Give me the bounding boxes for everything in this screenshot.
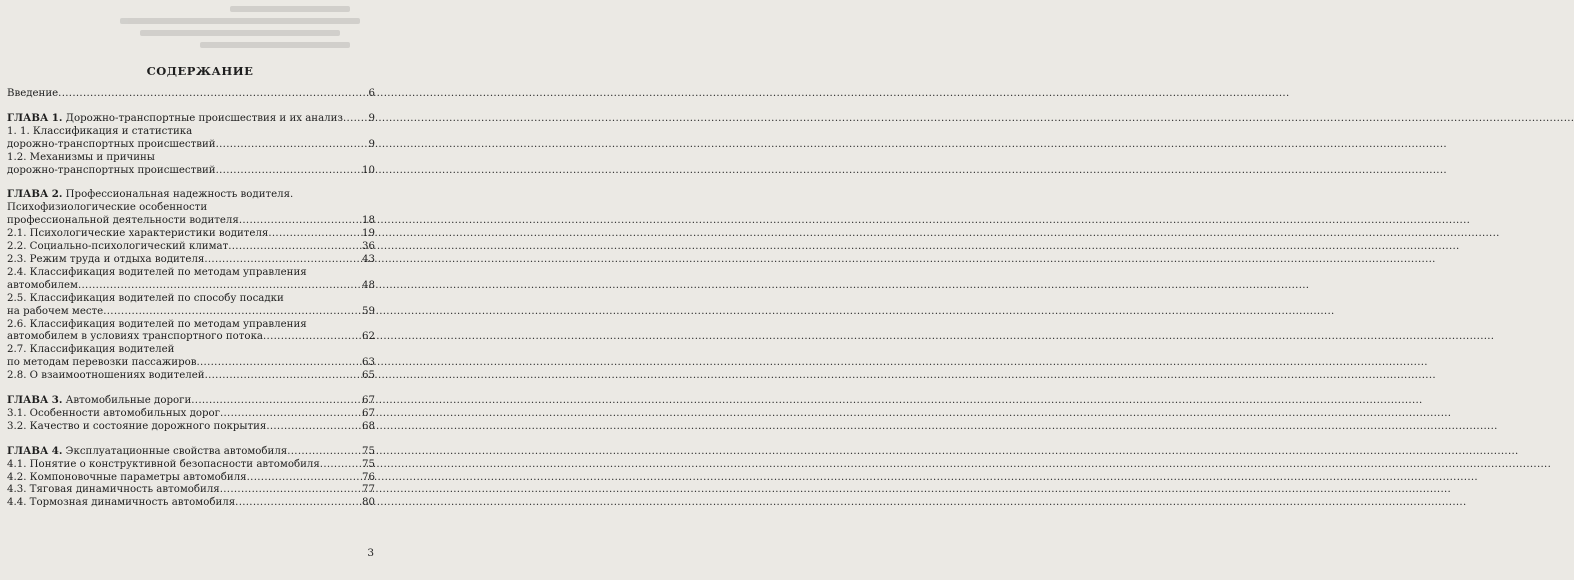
toc-entry bbox=[7, 497, 375, 510]
toc-entry bbox=[7, 445, 375, 459]
toc-entry bbox=[7, 394, 375, 408]
toc-entry-title bbox=[7, 188, 293, 202]
entry-text: Дорожно-транспортные происшествия и их анализ bbox=[62, 112, 343, 124]
toc-entry-title bbox=[7, 152, 155, 165]
toc-entry bbox=[7, 88, 375, 101]
toc-entry bbox=[7, 241, 375, 254]
toc-page-number: 18 bbox=[362, 215, 375, 227]
toc-page-number: 43 bbox=[362, 253, 375, 265]
toc-page-number: 68 bbox=[362, 420, 375, 432]
dot-leader bbox=[220, 408, 361, 421]
dot-leader bbox=[204, 254, 361, 267]
toc-page-number: 19 bbox=[362, 228, 375, 240]
chapter-number: ГЛАВА 1. bbox=[7, 111, 63, 124]
entry-text: 3.1. Особенности автомобильных дорог bbox=[7, 407, 220, 419]
toc-entry-title bbox=[7, 421, 266, 434]
toc-entry bbox=[7, 202, 375, 215]
dot-leader bbox=[266, 421, 361, 434]
chapter-number: ГЛАВА 3. bbox=[7, 394, 63, 407]
toc-entry bbox=[7, 188, 375, 202]
entry-text: 4.3. Тяговая динамичность автомобиля bbox=[7, 484, 220, 496]
toc-entry bbox=[7, 306, 375, 319]
entry-text: по методам перевозки пассажиров bbox=[7, 357, 197, 369]
toc-page-number: 9 bbox=[368, 112, 375, 124]
toc-entry-title bbox=[7, 280, 78, 293]
toc-page-number: 76 bbox=[362, 471, 375, 483]
toc-entry bbox=[7, 344, 375, 357]
dot-leader bbox=[343, 113, 368, 126]
toc-entry bbox=[7, 370, 375, 383]
toc-entry bbox=[7, 139, 375, 152]
dot-leader bbox=[216, 165, 361, 178]
toc-page-number: 6 bbox=[368, 88, 375, 99]
toc-entry-title bbox=[7, 370, 205, 383]
entry-text: 4.4. Тормозная динамичность автомобиля bbox=[7, 497, 236, 509]
entry-text: 1.2. Механизмы и причины bbox=[7, 151, 155, 163]
dot-leader bbox=[191, 395, 361, 408]
toc-page-number: 63 bbox=[362, 357, 375, 369]
dot-leader bbox=[268, 228, 361, 241]
toc-entry bbox=[7, 408, 375, 421]
toc-page-number: 80 bbox=[362, 497, 375, 509]
entry-text: Психофизиологические особенности bbox=[7, 202, 208, 214]
entry-text: 3.2. Качество и состояние дорожного покрытия bbox=[7, 420, 267, 432]
toc-entry-title bbox=[7, 126, 192, 139]
entry-text: 2.8. О взаимоотношениях водителей bbox=[7, 370, 205, 382]
toc-entry bbox=[7, 421, 375, 434]
toc-page-number: 10 bbox=[362, 164, 375, 176]
toc-entry-title bbox=[7, 215, 239, 228]
toc-entry bbox=[7, 319, 375, 332]
toc-entry-title bbox=[7, 472, 247, 485]
entry-text: 2.1. Психологические характеристики водителя bbox=[7, 228, 269, 240]
toc-entry bbox=[7, 228, 375, 241]
toc-entry bbox=[7, 459, 375, 472]
dot-leader bbox=[228, 241, 361, 254]
entry-text: автомобилем bbox=[7, 279, 78, 291]
toc-page-number: 48 bbox=[362, 279, 375, 291]
toc-page-number: 65 bbox=[362, 370, 375, 382]
toc-entry bbox=[7, 112, 375, 126]
toc-page-number: 36 bbox=[362, 241, 375, 253]
toc-page-number: 59 bbox=[362, 305, 375, 317]
toc-entry-title bbox=[7, 254, 204, 267]
entry-text: 2.2. Социально-психологический климат bbox=[7, 241, 229, 253]
entry-text: на рабочем месте bbox=[7, 305, 104, 317]
entry-text: 4.1. Понятие о конструктивной безопасности автомобиля bbox=[7, 458, 320, 470]
entry-text: профессиональной деятельности водителя bbox=[7, 215, 239, 227]
toc-entry bbox=[7, 254, 375, 267]
toc-entry-title bbox=[7, 165, 216, 178]
entry-text: 2.4. Классификация водителей по методам управления bbox=[7, 266, 307, 278]
toc-entry-title bbox=[7, 319, 307, 332]
page-number: 3 bbox=[367, 547, 374, 559]
chapter-number: ГЛАВА 4. bbox=[7, 444, 63, 457]
toc-entry-title bbox=[7, 139, 216, 152]
entry-text: 2.3. Режим труда и отдыха водителя bbox=[7, 253, 205, 265]
dot-leader bbox=[196, 357, 361, 370]
entry-text: Профессиональная надежность водителя. bbox=[62, 189, 294, 201]
toc-entry-title bbox=[7, 459, 320, 472]
book-page bbox=[0, 0, 400, 580]
entry-text: 1. 1. Классификация и статистика bbox=[7, 125, 193, 137]
toc-page-number: 67 bbox=[362, 407, 375, 419]
dot-leader bbox=[287, 446, 361, 459]
table-of-contents bbox=[7, 88, 375, 510]
dot-leader bbox=[205, 370, 361, 383]
toc-page-number: 62 bbox=[362, 331, 375, 343]
entry-text: Эксплуатационные свойства автомобиля bbox=[62, 445, 288, 457]
dot-leader bbox=[235, 497, 361, 510]
toc-entry bbox=[7, 152, 375, 165]
toc-entry bbox=[7, 126, 375, 139]
entry-text: дорожно-транспортных происшествий bbox=[7, 164, 216, 176]
dot-leader bbox=[220, 484, 361, 497]
dot-leader bbox=[216, 139, 368, 152]
dot-leader bbox=[58, 88, 367, 101]
toc-entry bbox=[7, 280, 375, 293]
toc-entry bbox=[7, 293, 375, 306]
toc-page-number: 67 bbox=[362, 395, 375, 407]
toc-entry bbox=[7, 357, 375, 370]
toc-entry-title bbox=[7, 344, 174, 357]
toc-entry-title bbox=[7, 394, 191, 408]
toc-entry-title bbox=[7, 306, 103, 319]
entry-text: Введение bbox=[7, 88, 59, 99]
toc-entry-title bbox=[7, 484, 220, 497]
dot-leader bbox=[103, 306, 361, 319]
chapter-number: ГЛАВА 2. bbox=[7, 188, 63, 201]
toc-entry-title bbox=[7, 497, 235, 510]
toc-entry-title bbox=[7, 331, 263, 344]
toc-entry-title bbox=[7, 293, 284, 306]
toc-entry-title bbox=[7, 88, 58, 101]
toc-entry bbox=[7, 331, 375, 344]
entry-text: автомобилем в условиях транспортного потока bbox=[7, 331, 264, 343]
toc-entry bbox=[7, 472, 375, 485]
dot-leader bbox=[239, 215, 361, 228]
entry-text: дорожно-транспортных происшествий bbox=[7, 138, 216, 150]
toc-entry bbox=[7, 165, 375, 178]
entry-text: 2.5. Классификация водителей по способу посадки bbox=[7, 292, 284, 304]
toc-page-number: 75 bbox=[362, 458, 375, 470]
toc-entry-title bbox=[7, 445, 287, 459]
toc-entry-title bbox=[7, 241, 228, 254]
dot-leader bbox=[78, 280, 361, 293]
toc-entry bbox=[7, 215, 375, 228]
dot-leader bbox=[320, 459, 361, 472]
toc-entry-title bbox=[7, 202, 207, 215]
dot-leader bbox=[263, 331, 361, 344]
contents-heading: СОДЕРЖАНИЕ bbox=[146, 64, 254, 78]
toc-entry-title bbox=[7, 228, 268, 241]
toc-entry-title bbox=[7, 408, 220, 421]
entry-text: Автомобильные дороги bbox=[62, 395, 192, 407]
toc-page-number: 9 bbox=[368, 138, 375, 150]
toc-entry-title bbox=[7, 357, 196, 370]
toc-page-number: 75 bbox=[362, 445, 375, 457]
toc-entry-title bbox=[7, 267, 307, 280]
toc-page-number: 77 bbox=[362, 484, 375, 496]
toc-entry bbox=[7, 484, 375, 497]
entry-text: 2.7. Классификация водителей bbox=[7, 344, 175, 356]
toc-entry-title bbox=[7, 112, 343, 126]
entry-text: 2.6. Классификация водителей по методам управления bbox=[7, 318, 307, 330]
entry-text: 4.2. Компоновочные параметры автомобиля bbox=[7, 471, 247, 483]
toc-entry bbox=[7, 267, 375, 280]
dot-leader bbox=[247, 472, 361, 485]
